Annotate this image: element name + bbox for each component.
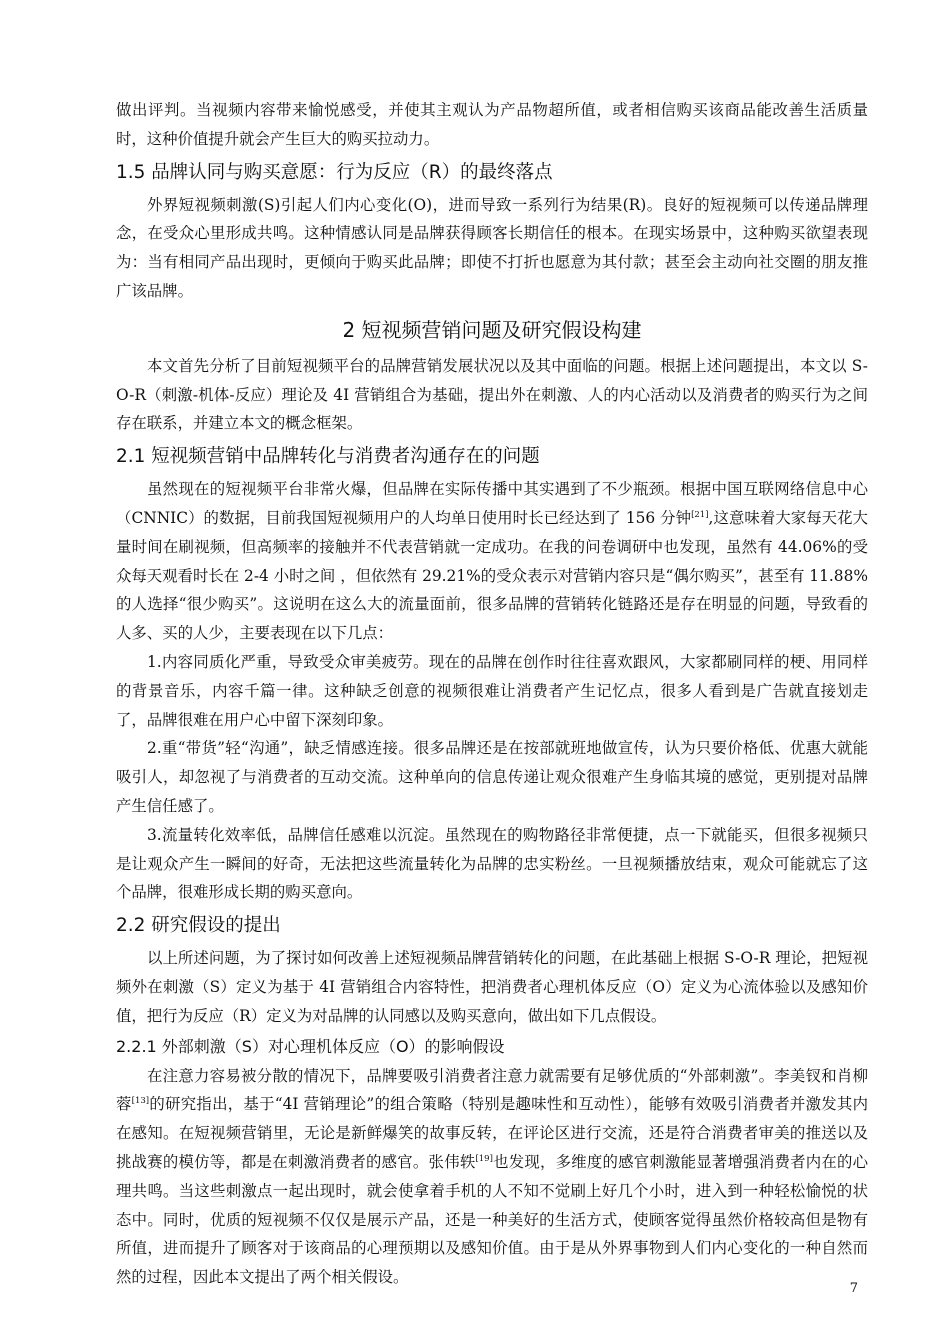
paragraph-text: 也发现，多维度的感官刺激能显著增强消费者内在的心理共鸣。当这些刺激点一起出现时，就会使拿着手机的人不知不觉刷上好几个小时，进入到一种轻松愉悦的状态中。同时，优质的短视频不仅仅是展示产品，还是一种美好的生活方式，使顾客觉得虽然价格较高但是物有所值，进而提升了顾客对于该商品的心理预期以及感知价值。由于是从外界事物到人们内心变化的一种自然而然的过程，因此本文提出了两个相关假设。 — [116, 1152, 868, 1287]
paragraph-section-2-2-1 — [116, 1062, 868, 1292]
list-item-3: 3.流量转化效率低，品牌信任感难以沉淀。虽然现在的购物路径非常便捷，点一下就能买，但很多视频只是让观众产生一瞬间的好奇，无法把这些流量转化为品牌的忠实粉丝。一旦视频播放结束，观众可能就忘了这个品牌，很难形成长期的购买意向。 — [116, 825, 868, 902]
chapter-heading-2: 2 短视频营销问题及研究假设构建 — [342, 317, 642, 342]
list-item-2: 2.重“带货”轻“沟通”，缺乏情感连接。很多品牌还是在按部就班地做宣传，认为只要价格低、优惠大就能吸引人，却忽视了与消费者的互动交流。这种单向的信息传递让观众很难产生身临其境的感觉，更别提对品牌产生信任感了。 — [116, 739, 868, 815]
paragraph-section-2-2: 以上所述问题，为了探讨如何改善上述短视频品牌营销转化的问题，在此基础上根据 S-O-R 理论，把短视频外在刺激（S）定义为基于 4I 营销组合内容特性，把消费者心理机体反应（O）定义为心流体验以及感知价值，把行为反应（R）定义为对品牌的认同感以及购买意向，做出如下几点假设。 — [116, 949, 868, 1025]
page-number: 7 — [849, 1281, 858, 1296]
paragraph-text: 在注意力容易被分散的情况下，品牌要吸引消费者注意力就需要有足够优质的“外部刺激”。李美钗和肖柳蓉 — [116, 1066, 868, 1114]
section-heading-1-5: 1.5 品牌认同与购买意愿：行为反应（R）的最终落点 — [116, 161, 553, 183]
citation-ref-13: [13] — [131, 1096, 150, 1107]
paragraph-text: 的研究指出，基于“4I 营销理论”的组合策略（特别是趣味性和互动性），能够有效吸引消费者并激发其内在感知。在短视频营销里，无论是新鲜爆笑的故事反转，在评论区进行交流，还是符合消费者审美的推送以及挑战赛的模仿等，都是在刺激消费者的感官。张伟轶 — [116, 1095, 868, 1171]
list-item-1: 1.内容同质化严重，导致受众审美疲劳。现在的品牌在创作时往往喜欢跟风，大家都刷同样的梗、用同样的背景音乐，内容千篇一律。这种缺乏创意的视频很难让消费者产生记忆点，很多人看到是广告就直接划走了，品牌很难在用户心中留下深刻印象。 — [116, 652, 868, 729]
paragraph-continuation: 做出评判。当视频内容带来愉悦感受，并使其主观认为产品物超所值，或者相信购买该商品能改善生活质量时，这种价值提升就会产生巨大的购买拉动力。 — [116, 101, 868, 148]
paragraph-section-2-1 — [116, 475, 868, 648]
citation-ref-19: [19] — [475, 1153, 493, 1164]
citation-ref-21: [21] — [691, 509, 709, 520]
section-heading-2-1: 2.1 短视频营销中品牌转化与消费者沟通存在的问题 — [116, 446, 540, 468]
paragraph-text: ,这意味着大家每天花大量时间在刷视频，但高频率的接触并不代表营销就一定成功。在我的问卷调研中也发现，虽然有 44.06%的受众每天观看时长在 2-4 小时之间 ，但依然有 29.21%的受众表示对营销内容只是“偶尔购买”，甚至有 11.88%的人选择“很少购买”。这说明在这么大的流量面前，很多品牌的营销转化链路还是存在明显的问题，导致看的人多、买的人少，主要表现在以下几点： — [116, 508, 868, 643]
paragraph-text: 虽然现在的短视频平台非常火爆，但品牌在实际传播中其实遇到了不少瓶颈。根据中国互联网络信息中心（CNNIC）的数据，目前我国短视频用户的人均单日使用时长已经达到了 156 分钟 — [116, 480, 868, 527]
paragraph-chapter-2-intro: 本文首先分析了目前短视频平台的品牌营销发展状况以及其中面临的问题。根据上述问题提出，本文以 S-O-R（刺激-机体-反应）理论及 4I 营销组合为基础，提出外在刺激、人的内心活动以及消费者的购买行为之间存在联系，并建立本文的概念框架。 — [116, 356, 868, 433]
paragraph-section-1-5: 外界短视频刺激(S)引起人们内心变化(O)，进而导致一系列行为结果(R)。良好的短视频可以传递品牌理念，在受众心里形成共鸣。这种情感认同是品牌获得顾客长期信任的根本。在现实场景中，这种购买欲望表现为：当有相同产品出现时，更倾向于购买此品牌；即使不打折也愿意为其付款；甚至会主动向社交圈的朋友推广该品牌。 — [116, 195, 868, 300]
page-content — [116, 96, 868, 1292]
subsection-heading-2-2-1: 2.2.1 外部刺激（S）对心理机体反应（O）的影响假设 — [116, 1036, 505, 1056]
section-heading-2-2: 2.2 研究假设的提出 — [116, 915, 281, 937]
